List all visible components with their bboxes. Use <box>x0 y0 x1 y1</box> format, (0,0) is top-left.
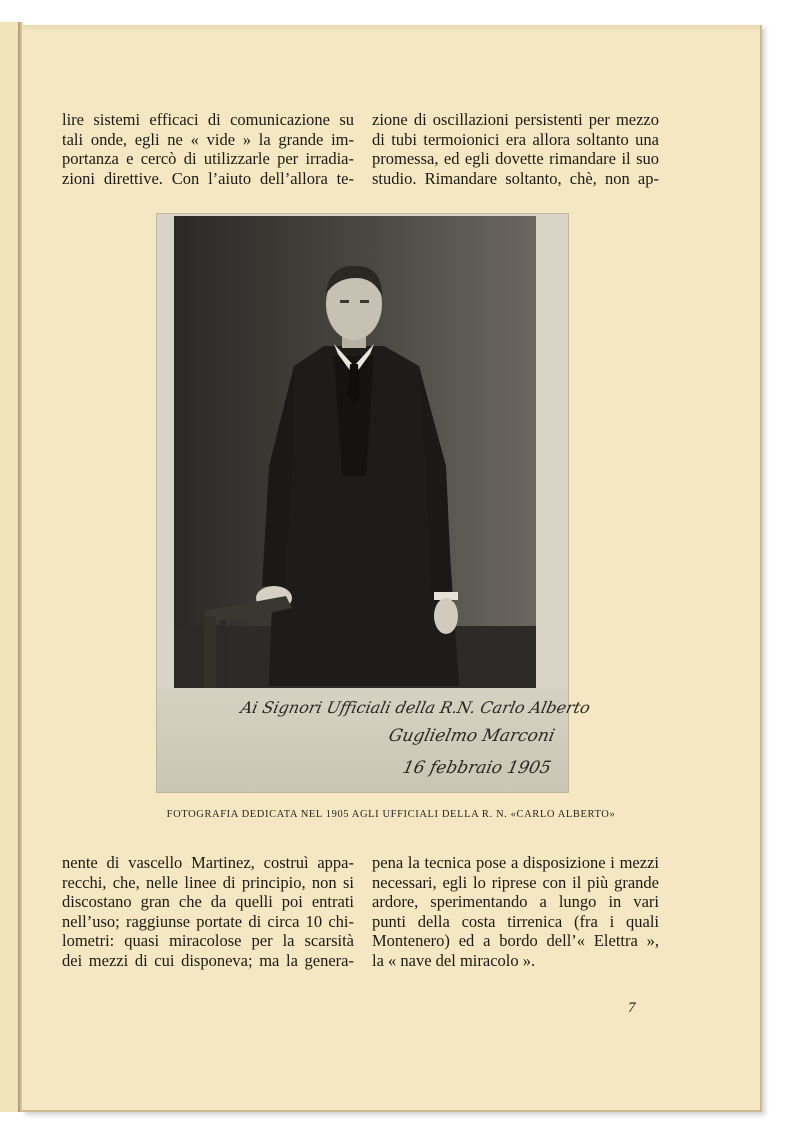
text-line: lometri: quasi miracolose per la scarsità <box>62 931 354 950</box>
text-column-left-top <box>62 110 354 188</box>
text-line: tali onde, egli ne « vide » la grande im- <box>62 129 354 149</box>
text-line: Montenero) ed a bordo dell’« Elettra », <box>372 931 659 950</box>
text-line: promessa, ed egli dovette rimandare il suo <box>372 149 659 168</box>
text-line: zione di oscillazioni persistenti per mezzo <box>372 110 659 129</box>
text-line: discostano gran che da quelli poi entrati <box>62 892 354 911</box>
book-page <box>22 25 762 1112</box>
photograph-mount <box>156 213 592 793</box>
text-line: portanza e cercò di utilizzarle per irradia- <box>62 149 354 168</box>
text-line: zioni direttive. Con l’aiuto dell’allora te- <box>62 168 354 188</box>
text-column-right-top <box>372 110 659 188</box>
text-line: punti della costa tirrenica (fra i quali <box>372 911 659 931</box>
text-line: lire sistemi efficaci di comunicazione su <box>62 110 354 129</box>
text-line: necessari, egli lo riprese con il più grande <box>372 872 659 892</box>
text-column-left-bottom <box>62 853 354 970</box>
dedication-line: Ai Signori Ufficiali della R.N. Carlo Alberto <box>238 698 592 717</box>
text-line: ardore, sperimentando a lungo in vari <box>372 892 659 911</box>
text-line: nell’uso; raggiunse portate di circa 10 chi- <box>62 911 354 931</box>
text-column-right-bottom <box>372 853 659 970</box>
portrait-figure <box>174 216 536 688</box>
dedication-date: 16 febbraio 1905 <box>400 758 553 778</box>
handwritten-dedication-area <box>157 688 592 792</box>
text-line: pena la tecnica pose a disposizione i mezzi <box>372 853 659 872</box>
photo-caption: FOTOGRAFIA DEDICATA NEL 1905 AGLI UFFICIALI DELLA R. N. «CARLO ALBERTO» <box>166 809 616 820</box>
text-line: la « nave del miracolo ». <box>372 950 536 970</box>
text-line: recchi, che, nelle linee di principio, non si <box>62 872 354 892</box>
text-line: dei mezzi di cui disponeva; ma la genera- <box>62 950 354 970</box>
page-number: 7 <box>628 1000 636 1016</box>
signature: Guglielmo Marconi <box>386 726 557 746</box>
text-line: studio. Rimandare soltanto, chè, non ap- <box>372 168 659 188</box>
portrait-photograph <box>174 216 536 688</box>
text-line: di tubi termoionici era allora soltanto una <box>372 129 659 149</box>
text-line: nente di vascello Martinez, costruì appa- <box>62 853 354 872</box>
